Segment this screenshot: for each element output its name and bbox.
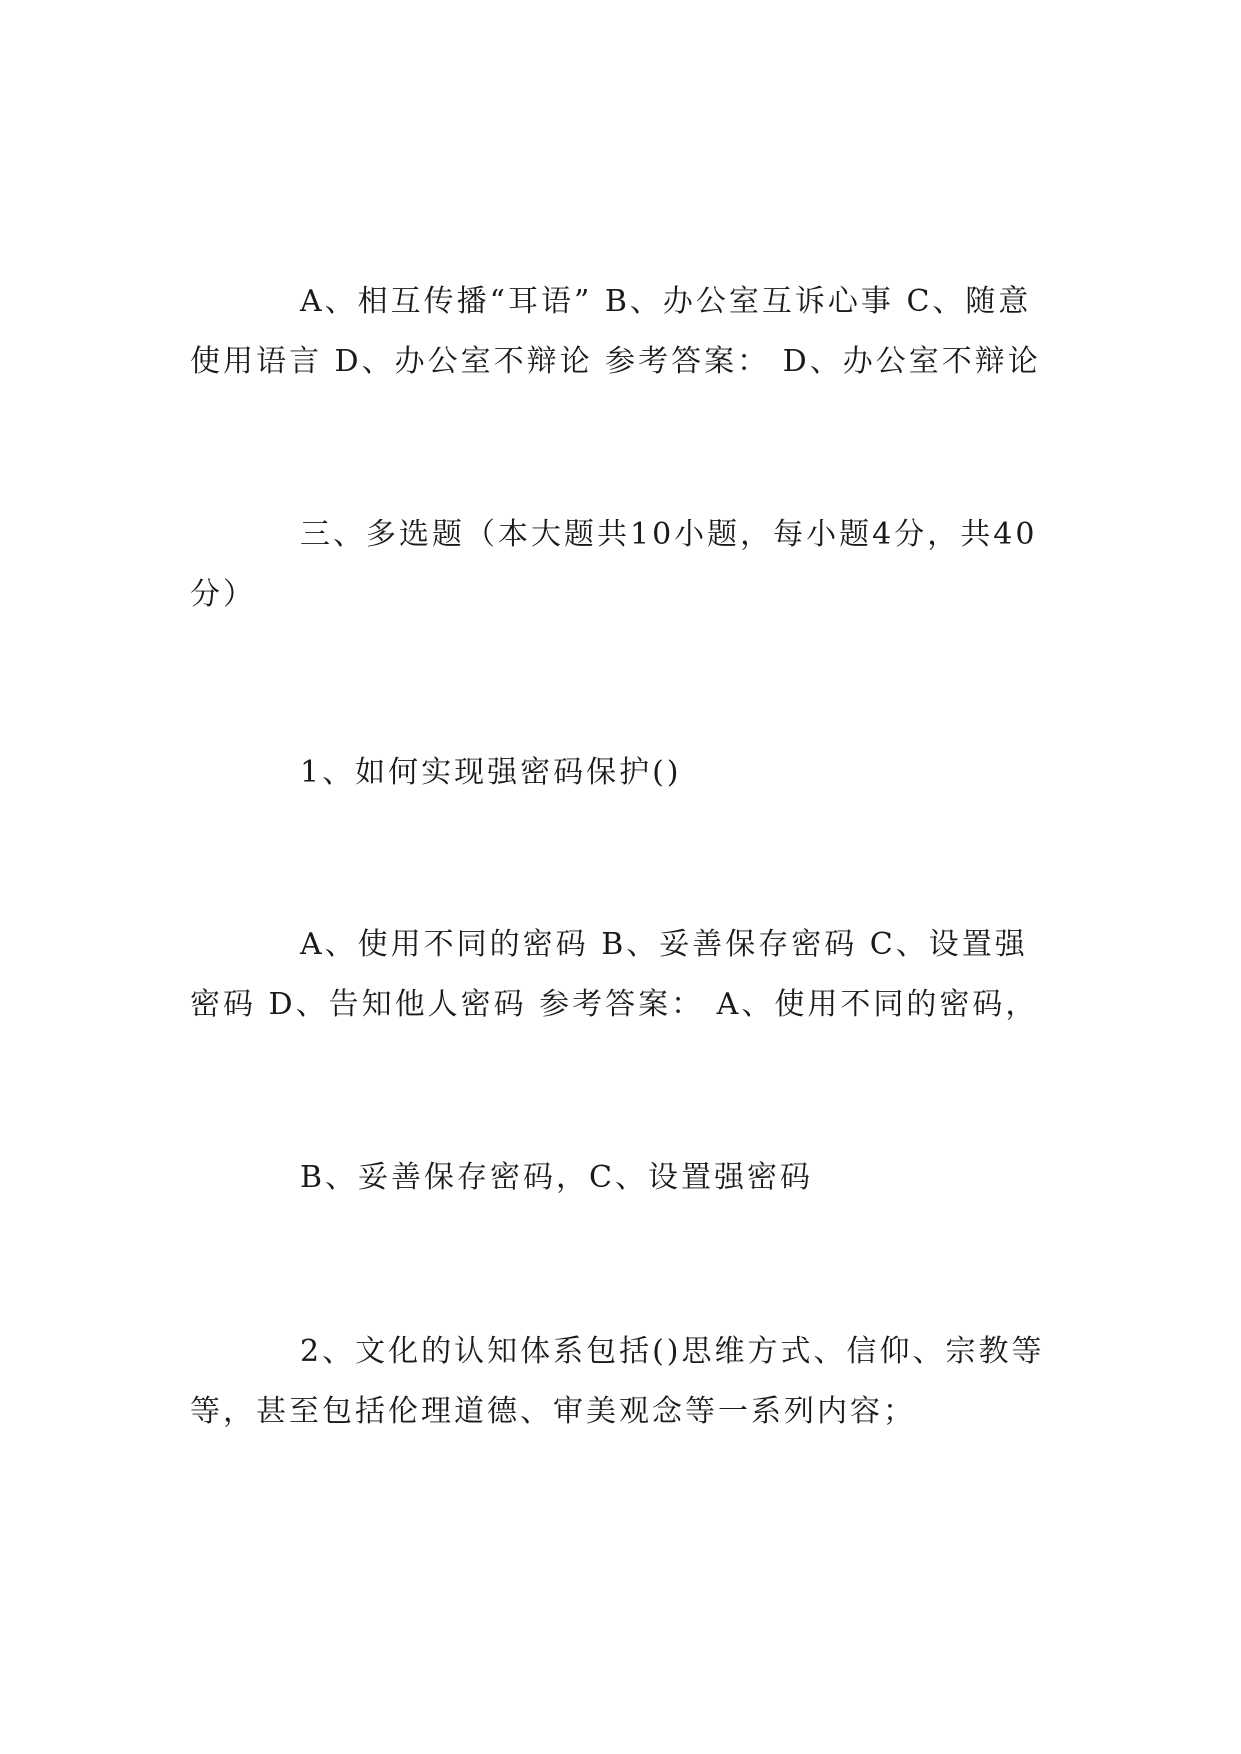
- question-1-answer-continued: B、妥善保存密码，C、设置强密码: [300, 1160, 813, 1195]
- question-1: 1、如何实现强密码保护(): [300, 755, 682, 790]
- question-1-options: A、使用不同的密码 B、妥善保存密码 C、设置强密码 D、告知他人密码 参考答案： A、使用不同的密码，: [190, 927, 1039, 1022]
- section-heading: 三、多选题（本大题共10小题，每小题4分，共40分）: [190, 517, 1038, 612]
- answer-options-paragraph: A、相互传播“耳语” B、办公室互诉心事 C、随意使用语言 D、办公室不辩论 参考答案： D、办公室不辩论: [190, 284, 1041, 379]
- question-2: 2、文化的认知体系包括()思维方式、信仰、宗教等等，甚至包括伦理道德、审美观念等一系列内容；: [190, 1334, 1045, 1429]
